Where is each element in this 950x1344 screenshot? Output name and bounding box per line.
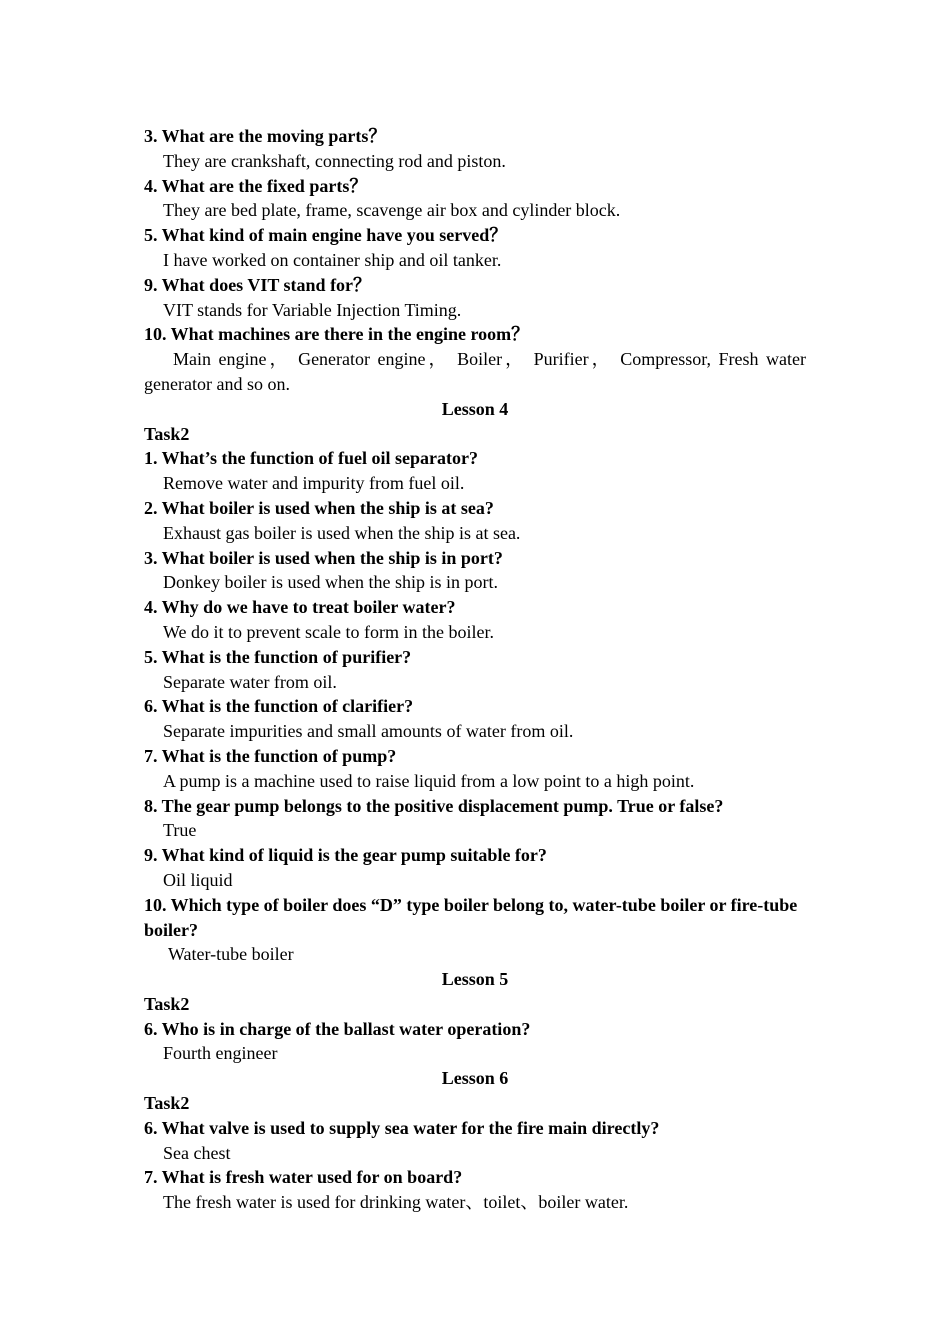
answer: A pump is a machine used to raise liquid from a low point to a high point. [163, 770, 695, 791]
question: 6. What is the function of clarifier? [144, 696, 414, 717]
answer: Sea chest [163, 1142, 231, 1163]
task-heading: Task2 [144, 993, 190, 1014]
lesson-heading: Lesson 4 [441, 398, 509, 419]
question: 6. What valve is used to supply sea water for the fire main directly? [144, 1117, 660, 1138]
question: 4. What are the fixed parts？ [144, 175, 368, 196]
question: 5. What is the function of purifier? [144, 646, 412, 667]
answer: We do it to prevent scale to form in the boiler. [163, 621, 494, 642]
question: 3. What boiler is used when the ship is in port? [144, 547, 503, 568]
answer: True [163, 820, 197, 841]
answer: I have worked on container ship and oil tanker. [163, 249, 502, 270]
answer: Fourth engineer [163, 1043, 278, 1064]
question: 7. What is fresh water used for on board? [144, 1167, 463, 1188]
question: 8. The gear pump belongs to the positive displacement pump. True or false? [144, 795, 724, 816]
answer: The fresh water is used for drinking water、toilet、boiler water. [163, 1192, 629, 1213]
answer: Water-tube boiler [168, 944, 294, 965]
question: 10. What machines are there in the engine room？ [144, 324, 530, 345]
question: 10. Which type of boiler does “D” type boiler belong to, water-tube boiler or fire-tube boiler? [144, 894, 798, 940]
answer: Main engine， Generator engine， Boiler， Purifier， Compressor, Fresh water generator and so on. [144, 349, 806, 394]
answer: They are crankshaft, connecting rod and piston. [163, 150, 506, 171]
answer: Exhaust gas boiler is used when the ship is at sea. [163, 522, 521, 543]
question: 5. What kind of main engine have you served？ [144, 225, 508, 246]
question: 3. What are the moving parts？ [144, 126, 387, 146]
lesson-heading: Lesson 6 [441, 1068, 509, 1089]
task-heading: Task2 [144, 423, 190, 444]
question: 1. What’s the function of fuel oil separator? [144, 448, 478, 469]
question: 4. Why do we have to treat boiler water? [144, 597, 456, 618]
question: 7. What is the function of pump? [144, 745, 397, 766]
question: 9. What does VIT stand for？ [144, 274, 372, 295]
question: 2. What boiler is used when the ship is at sea? [144, 497, 494, 518]
document-page [144, 124, 806, 1215]
answer: Remove water and impurity from fuel oil. [163, 473, 465, 494]
task-heading: Task2 [144, 1093, 190, 1114]
answer: Donkey boiler is used when the ship is in port. [163, 572, 498, 593]
answer: Oil liquid [163, 869, 233, 890]
answer: Separate water from oil. [163, 671, 337, 692]
question: 9. What kind of liquid is the gear pump suitable for? [144, 845, 547, 866]
answer: Separate impurities and small amounts of water from oil. [163, 721, 574, 742]
lesson-heading: Lesson 5 [441, 969, 509, 990]
answer: They are bed plate, frame, scavenge air box and cylinder block. [163, 200, 621, 221]
question: 6. Who is in charge of the ballast water operation? [144, 1018, 531, 1039]
answer: VIT stands for Variable Injection Timing. [163, 299, 462, 320]
